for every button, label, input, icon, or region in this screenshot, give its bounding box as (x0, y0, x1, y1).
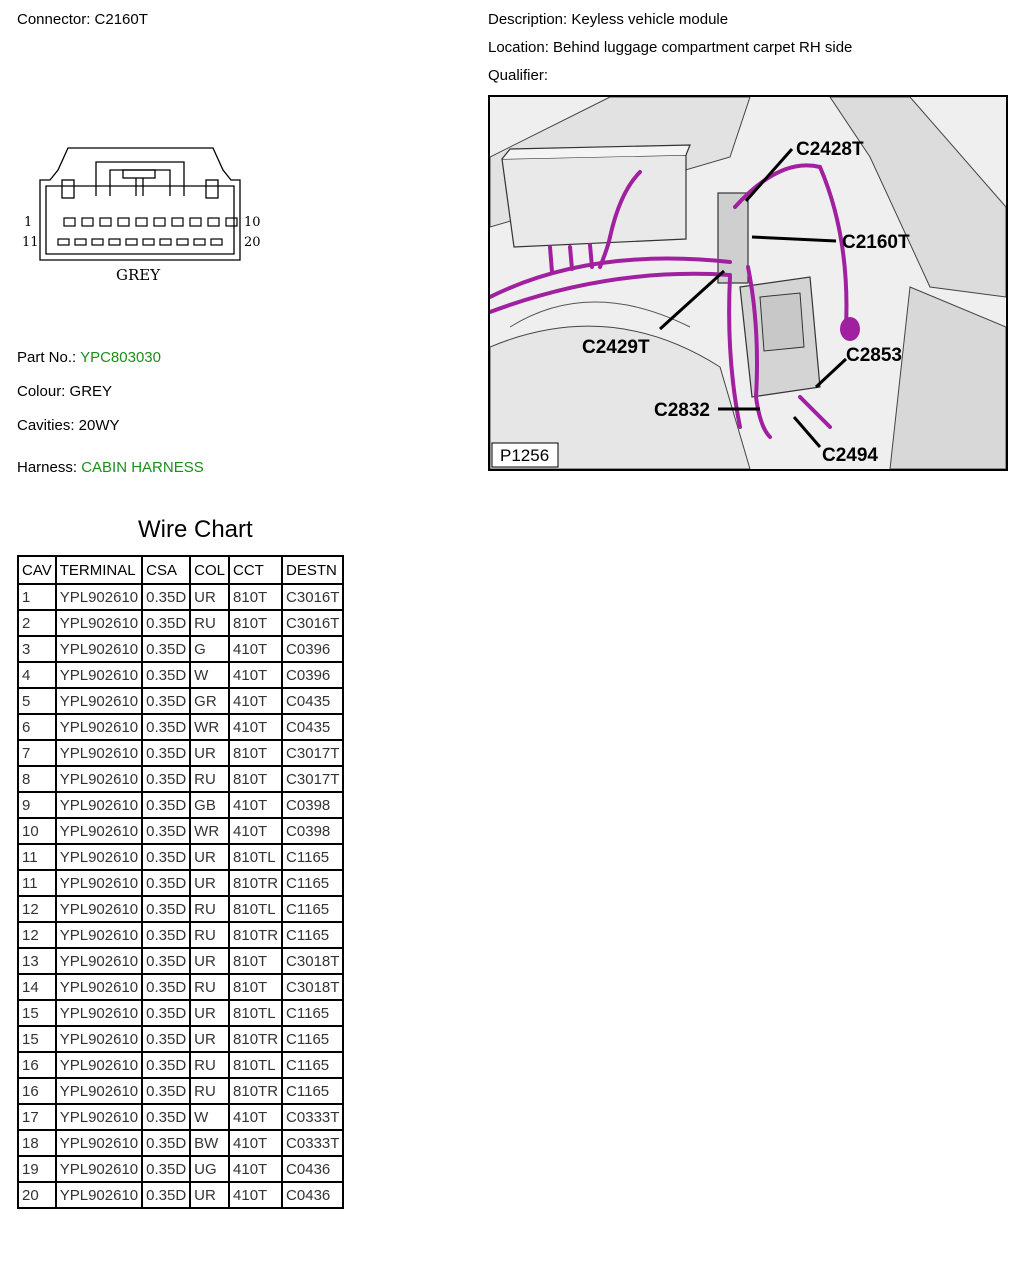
column-header: CCT (229, 556, 282, 584)
table-cell: WR (190, 714, 229, 740)
table-cell: 0.35D (142, 1182, 190, 1208)
table-cell: 0.35D (142, 818, 190, 844)
table-cell: 810TR (229, 1026, 282, 1052)
table-cell: 3 (18, 636, 56, 662)
table-cell: YPL902610 (56, 688, 142, 714)
table-cell: YPL902610 (56, 948, 142, 974)
callout-c2832: C2832 (654, 400, 710, 421)
table-cell: C1165 (282, 896, 343, 922)
table-cell: 810TR (229, 922, 282, 948)
pin-label-1: 1 (24, 215, 33, 230)
pin-cavity (154, 218, 165, 226)
table-cell: 15 (18, 1026, 56, 1052)
table-cell: 12 (18, 896, 56, 922)
table-cell: YPL902610 (56, 610, 142, 636)
table-cell: C3018T (282, 948, 343, 974)
pin-cavity (109, 239, 120, 245)
pin-cavity (75, 239, 86, 245)
table-cell: 0.35D (142, 1000, 190, 1026)
table-cell: C3017T (282, 766, 343, 792)
table-cell: C1165 (282, 1052, 343, 1078)
table-cell: 0.35D (142, 792, 190, 818)
table-cell: 7 (18, 740, 56, 766)
table-cell: UR (190, 1026, 229, 1052)
table-cell: RU (190, 766, 229, 792)
table-cell: 810TR (229, 870, 282, 896)
table-cell: YPL902610 (56, 818, 142, 844)
table-cell: YPL902610 (56, 922, 142, 948)
table-cell: WR (190, 818, 229, 844)
pin-cavity (208, 218, 219, 226)
table-row (18, 844, 343, 870)
table-cell: GR (190, 688, 229, 714)
table-cell: W (190, 662, 229, 688)
table-cell: C0435 (282, 688, 343, 714)
table-cell: YPL902610 (56, 1026, 142, 1052)
pin-cavity (172, 218, 183, 226)
table-cell: UR (190, 1182, 229, 1208)
table-row (18, 766, 343, 792)
table-cell: 0.35D (142, 714, 190, 740)
table-cell: 0.35D (142, 1104, 190, 1130)
table-cell: 0.35D (142, 1052, 190, 1078)
table-row (18, 818, 343, 844)
part-number-row (17, 349, 161, 366)
harness-link[interactable]: CABIN HARNESS (81, 459, 204, 476)
table-row (18, 792, 343, 818)
table-cell: 0.35D (142, 636, 190, 662)
table-row (18, 584, 343, 610)
table-row (18, 1182, 343, 1208)
table-cell: GB (190, 792, 229, 818)
pin-cavity (226, 218, 237, 226)
pin-cavity (126, 239, 137, 245)
table-cell: 0.35D (142, 1078, 190, 1104)
pin-cavity (211, 239, 222, 245)
pin-cavity (190, 218, 201, 226)
pin-cavity (100, 218, 111, 226)
table-cell: 0.35D (142, 948, 190, 974)
table-row (18, 688, 343, 714)
table-cell: 6 (18, 714, 56, 740)
table-cell: 13 (18, 948, 56, 974)
connector-title: Connector: C2160T (17, 11, 148, 28)
column-header: TERMINAL (56, 556, 142, 584)
table-cell: 0.35D (142, 610, 190, 636)
table-cell: UR (190, 584, 229, 610)
table-cell: 810T (229, 610, 282, 636)
table-cell: 810T (229, 766, 282, 792)
table-cell: YPL902610 (56, 1182, 142, 1208)
table-cell: YPL902610 (56, 1156, 142, 1182)
harness-label: Harness: (17, 459, 78, 476)
table-cell: 15 (18, 1000, 56, 1026)
table-cell: 0.35D (142, 740, 190, 766)
table-cell: YPL902610 (56, 974, 142, 1000)
table-cell: YPL902610 (56, 792, 142, 818)
table-cell: 0.35D (142, 1156, 190, 1182)
table-row (18, 1026, 343, 1052)
table-row (18, 714, 343, 740)
table-cell: YPL902610 (56, 636, 142, 662)
table-cell: C0396 (282, 636, 343, 662)
table-cell: 2 (18, 610, 56, 636)
table-cell: RU (190, 974, 229, 1000)
pin-label-10: 10 (244, 215, 261, 230)
table-cell: 16 (18, 1078, 56, 1104)
table-cell: C1165 (282, 844, 343, 870)
table-cell: RU (190, 1078, 229, 1104)
harness-row (17, 459, 204, 476)
table-cell: 19 (18, 1156, 56, 1182)
location-photo (488, 95, 1008, 471)
table-cell: 810TL (229, 844, 282, 870)
table-cell: 0.35D (142, 922, 190, 948)
table-header-row (18, 556, 343, 584)
table-cell: C0396 (282, 662, 343, 688)
table-row (18, 1156, 343, 1182)
table-cell: G (190, 636, 229, 662)
table-cell: 16 (18, 1052, 56, 1078)
table-cell: 12 (18, 922, 56, 948)
table-cell: 410T (229, 1104, 282, 1130)
table-cell: C0436 (282, 1156, 343, 1182)
table-row (18, 870, 343, 896)
table-cell: 410T (229, 1182, 282, 1208)
table-cell: C3016T (282, 610, 343, 636)
table-cell: 810T (229, 740, 282, 766)
part-number-label: Part No.: (17, 349, 77, 366)
table-cell: 0.35D (142, 688, 190, 714)
callout-c2853: C2853 (846, 345, 902, 366)
table-cell: YPL902610 (56, 1078, 142, 1104)
table-cell: 18 (18, 1130, 56, 1156)
pin-cavity (64, 218, 75, 226)
table-cell: 810TL (229, 1000, 282, 1026)
table-cell: 14 (18, 974, 56, 1000)
table-row (18, 740, 343, 766)
pin-cavity (177, 239, 188, 245)
table-cell: 0.35D (142, 1130, 190, 1156)
table-cell: UR (190, 1000, 229, 1026)
pin-cavity (82, 218, 93, 226)
table-cell: C0333T (282, 1130, 343, 1156)
table-cell: C1165 (282, 870, 343, 896)
table-row (18, 948, 343, 974)
table-cell: 0.35D (142, 974, 190, 1000)
table-cell: C3018T (282, 974, 343, 1000)
table-row (18, 1078, 343, 1104)
table-cell: 810TL (229, 896, 282, 922)
table-cell: YPL902610 (56, 740, 142, 766)
table-cell: YPL902610 (56, 1000, 142, 1026)
table-body (18, 584, 343, 1208)
table-cell: C0436 (282, 1182, 343, 1208)
table-cell: 810T (229, 948, 282, 974)
table-cell: C1165 (282, 1026, 343, 1052)
table-cell: UG (190, 1156, 229, 1182)
figure-id-label: P1256 (500, 446, 550, 465)
table-cell: 11 (18, 844, 56, 870)
table-cell: C0435 (282, 714, 343, 740)
table-row (18, 922, 343, 948)
column-header: COL (190, 556, 229, 584)
table-cell: C3017T (282, 740, 343, 766)
qualifier-text: Qualifier: (488, 67, 549, 84)
table-cell: 410T (229, 662, 282, 688)
table-cell: 810TL (229, 1052, 282, 1078)
table-cell: YPL902610 (56, 870, 142, 896)
table-cell: 0.35D (142, 766, 190, 792)
table-cell: RU (190, 1052, 229, 1078)
table-cell: 0.35D (142, 896, 190, 922)
table-cell: C0398 (282, 818, 343, 844)
callout-c2429t: C2429T (582, 337, 650, 358)
description-text: Description: Keyless vehicle module (488, 11, 729, 28)
table-cell: YPL902610 (56, 1104, 142, 1130)
table-row (18, 636, 343, 662)
column-header: CSA (142, 556, 190, 584)
table-cell: UR (190, 948, 229, 974)
table-cell: UR (190, 740, 229, 766)
table-cell: YPL902610 (56, 896, 142, 922)
table-cell: 410T (229, 792, 282, 818)
table-cell: 9 (18, 792, 56, 818)
pin-cavity (58, 239, 69, 245)
table-cell: YPL902610 (56, 844, 142, 870)
pin-label-11: 11 (22, 235, 39, 250)
table-cell: 11 (18, 870, 56, 896)
table-cell: W (190, 1104, 229, 1130)
table-cell: C1165 (282, 1000, 343, 1026)
table-cell: 1 (18, 584, 56, 610)
pin-cavity (118, 218, 129, 226)
pin-cavity (143, 239, 154, 245)
table-cell: 0.35D (142, 584, 190, 610)
table-cell: YPL902610 (56, 1052, 142, 1078)
table-cell: YPL902610 (56, 714, 142, 740)
table-cell: C1165 (282, 1078, 343, 1104)
table-cell: YPL902610 (56, 584, 142, 610)
table-cell: 0.35D (142, 870, 190, 896)
pin-cavity (136, 218, 147, 226)
wire-chart-table (17, 555, 344, 1209)
callout-c2160t: C2160T (842, 232, 910, 253)
pin-cavity (194, 239, 205, 245)
table-cell: 410T (229, 714, 282, 740)
callout-c2428t: C2428T (796, 139, 864, 160)
callout-c2494: C2494 (822, 445, 878, 466)
table-cell: 410T (229, 1156, 282, 1182)
table-row (18, 1000, 343, 1026)
table-cell: C0333T (282, 1104, 343, 1130)
table-cell: 8 (18, 766, 56, 792)
table-cell: 0.35D (142, 662, 190, 688)
table-cell: 410T (229, 636, 282, 662)
table-row (18, 1052, 343, 1078)
table-cell: YPL902610 (56, 1130, 142, 1156)
pin-label-20: 20 (244, 235, 261, 250)
table-row (18, 610, 343, 636)
column-header: DESTN (282, 556, 343, 584)
table-cell: BW (190, 1130, 229, 1156)
table-cell: 410T (229, 818, 282, 844)
table-cell: RU (190, 610, 229, 636)
table-cell: YPL902610 (56, 766, 142, 792)
location-illustration (490, 97, 1006, 469)
table-cell: 10 (18, 818, 56, 844)
table-cell: 5 (18, 688, 56, 714)
table-cell: UR (190, 870, 229, 896)
cavities-text: Cavities: 20WY (17, 417, 120, 434)
table-cell: C1165 (282, 922, 343, 948)
table-row (18, 1104, 343, 1130)
table-cell: RU (190, 896, 229, 922)
connector-colour-label: GREY (116, 266, 161, 284)
table-cell: 410T (229, 1130, 282, 1156)
table-cell: C0398 (282, 792, 343, 818)
table-cell: 810T (229, 584, 282, 610)
table-cell: 810T (229, 974, 282, 1000)
wire-chart-title: Wire Chart (138, 516, 253, 543)
table-cell: 0.35D (142, 1026, 190, 1052)
table-cell: 410T (229, 688, 282, 714)
pin-cavity (160, 239, 171, 245)
table-cell: 17 (18, 1104, 56, 1130)
table-cell: RU (190, 922, 229, 948)
connector-face-diagram (18, 140, 278, 290)
table-cell: UR (190, 844, 229, 870)
colour-text: Colour: GREY (17, 383, 113, 400)
table-cell: C3016T (282, 584, 343, 610)
table-row (18, 974, 343, 1000)
table-row (18, 662, 343, 688)
table-row (18, 896, 343, 922)
table-cell: 810TR (229, 1078, 282, 1104)
table-cell: 20 (18, 1182, 56, 1208)
table-cell: YPL902610 (56, 662, 142, 688)
location-text: Location: Behind luggage compartment carpet RH side (488, 39, 853, 56)
part-number-link[interactable]: YPC803030 (80, 349, 161, 366)
pin-cavity (92, 239, 103, 245)
column-header: CAV (18, 556, 56, 584)
table-cell: 4 (18, 662, 56, 688)
table-row (18, 1130, 343, 1156)
table-cell: 0.35D (142, 844, 190, 870)
